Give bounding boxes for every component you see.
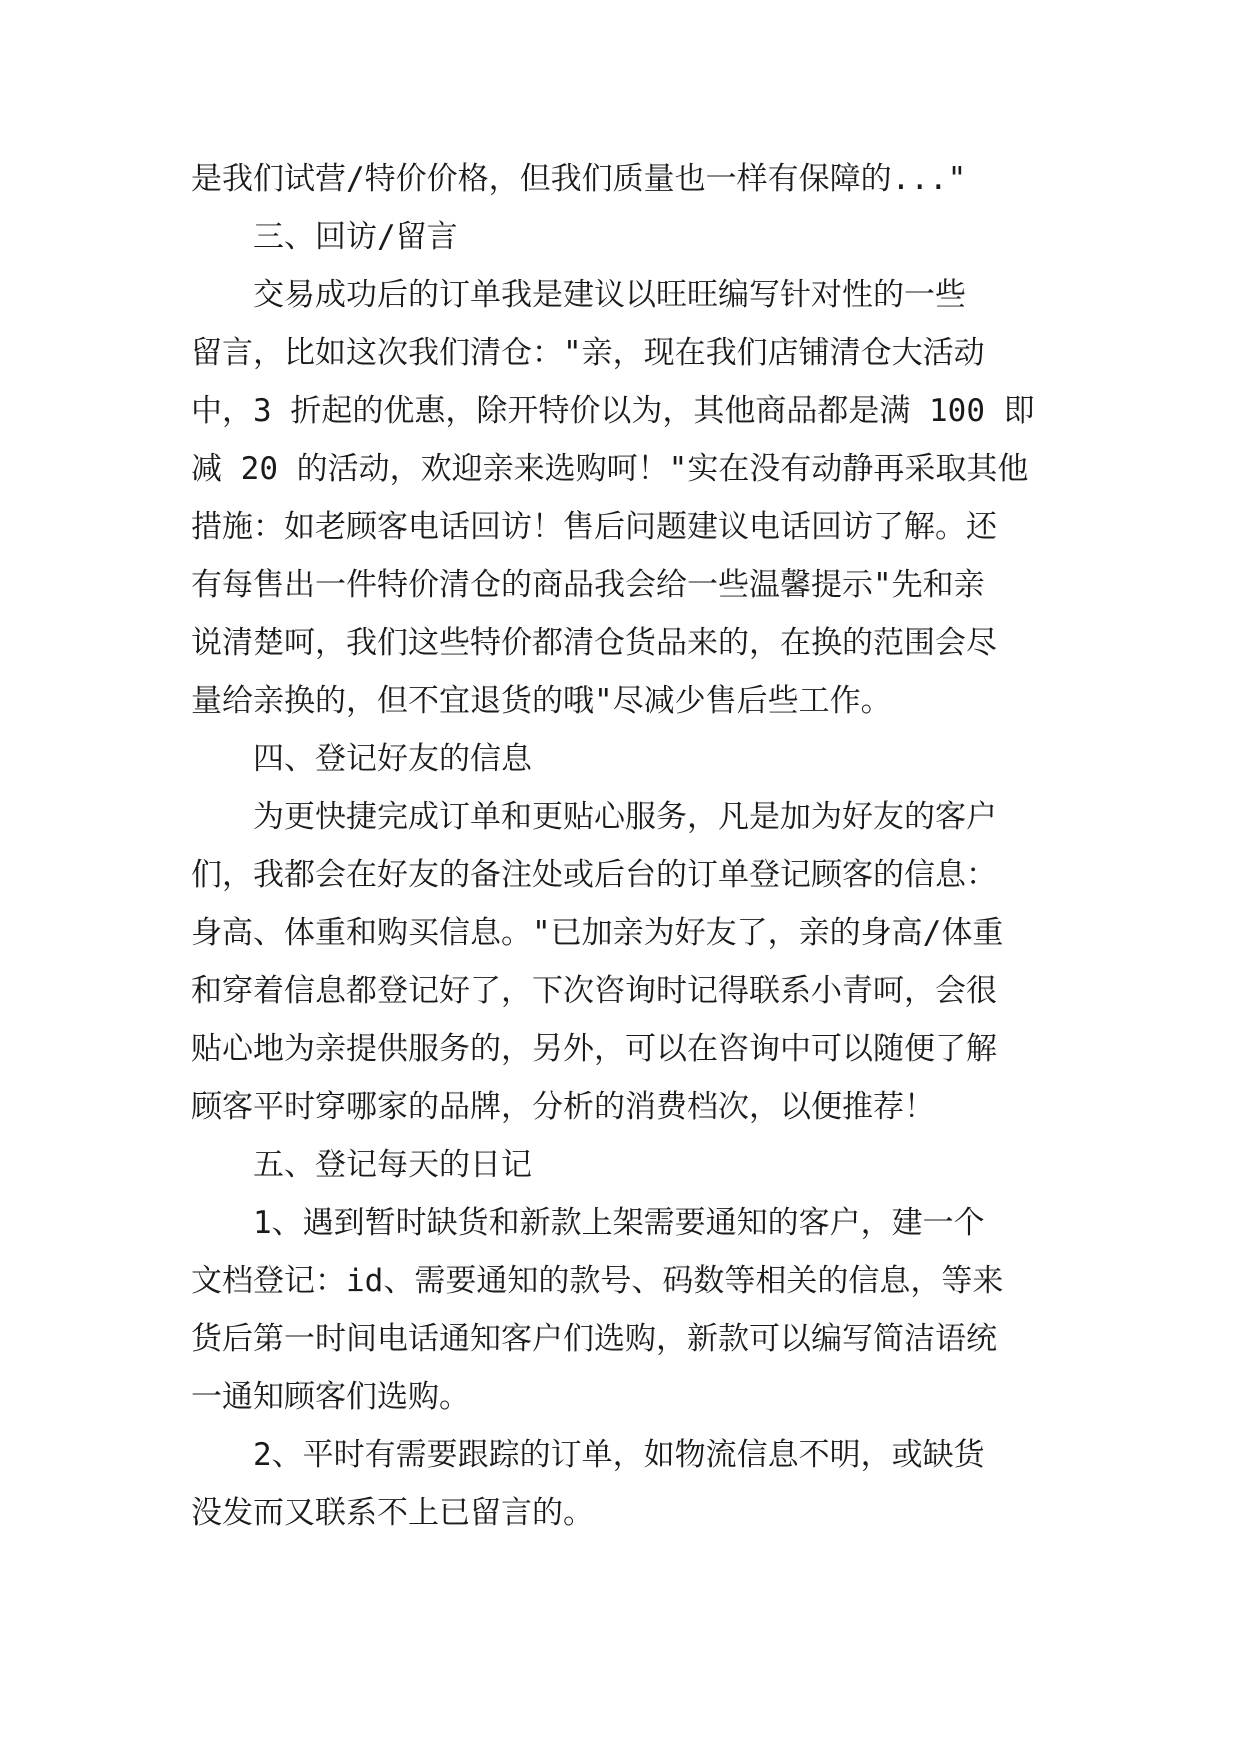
text-line: 们，我都会在好友的备注处或后台的订单登记顾客的信息：	[191, 857, 997, 893]
text-line: 减 20 的活动，欢迎亲来选购呵！"实在没有动静再采取其他	[191, 451, 1029, 487]
text-line: 是我们试营/特价价格，但我们质量也一样有保障的..."	[191, 161, 967, 197]
text-line: 交易成功后的订单我是建议以旺旺编写针对性的一些	[191, 277, 966, 313]
text-line: 顾客平时穿哪家的品牌，分析的消费档次，以便推荐！	[191, 1089, 935, 1125]
text-line: 没发而又联系不上已留言的。	[191, 1495, 594, 1531]
section-heading: 三、回访/留言	[191, 219, 458, 255]
text-line: 有每售出一件特价清仓的商品我会给一些温馨提示"先和亲	[191, 567, 985, 603]
document-body	[191, 150, 1051, 1542]
text-line: 贴心地为亲提供服务的，另外，可以在咨询中可以随便了解	[191, 1031, 997, 1067]
text-line: 留言，比如这次我们清仓："亲，现在我们店铺清仓大活动	[191, 335, 985, 371]
section-heading: 四、登记好友的信息	[191, 741, 532, 777]
text-line: 中，3 折起的优惠，除开特价以为，其他商品都是满 100 即	[191, 393, 1035, 429]
text-line: 身高、体重和购买信息。"已加亲为好友了，亲的身高/体重	[191, 915, 1004, 951]
text-line: 和穿着信息都登记好了，下次咨询时记得联系小青呵，会很	[191, 973, 997, 1009]
text-line: 1、遇到暂时缺货和新款上架需要通知的客户，建一个	[191, 1205, 985, 1241]
text-line: 2、平时有需要跟踪的订单，如物流信息不明，或缺货	[191, 1437, 985, 1473]
section-heading: 五、登记每天的日记	[191, 1147, 532, 1183]
text-line: 一通知顾客们选购。	[191, 1379, 470, 1415]
text-line: 为更快捷完成订单和更贴心服务，凡是加为好友的客户	[191, 799, 997, 835]
text-line: 说清楚呵，我们这些特价都清仓货品来的，在换的范围会尽	[191, 625, 997, 661]
text-line: 措施：如老顾客电话回访！售后问题建议电话回访了解。还	[191, 509, 997, 545]
text-line: 量给亲换的，但不宜退货的哦"尽减少售后些工作。	[191, 683, 892, 719]
text-line: 货后第一时间电话通知客户们选购，新款可以编写简洁语统	[191, 1321, 997, 1357]
text-line: 文档登记：id、需要通知的款号、码数等相关的信息，等来	[191, 1263, 1004, 1299]
